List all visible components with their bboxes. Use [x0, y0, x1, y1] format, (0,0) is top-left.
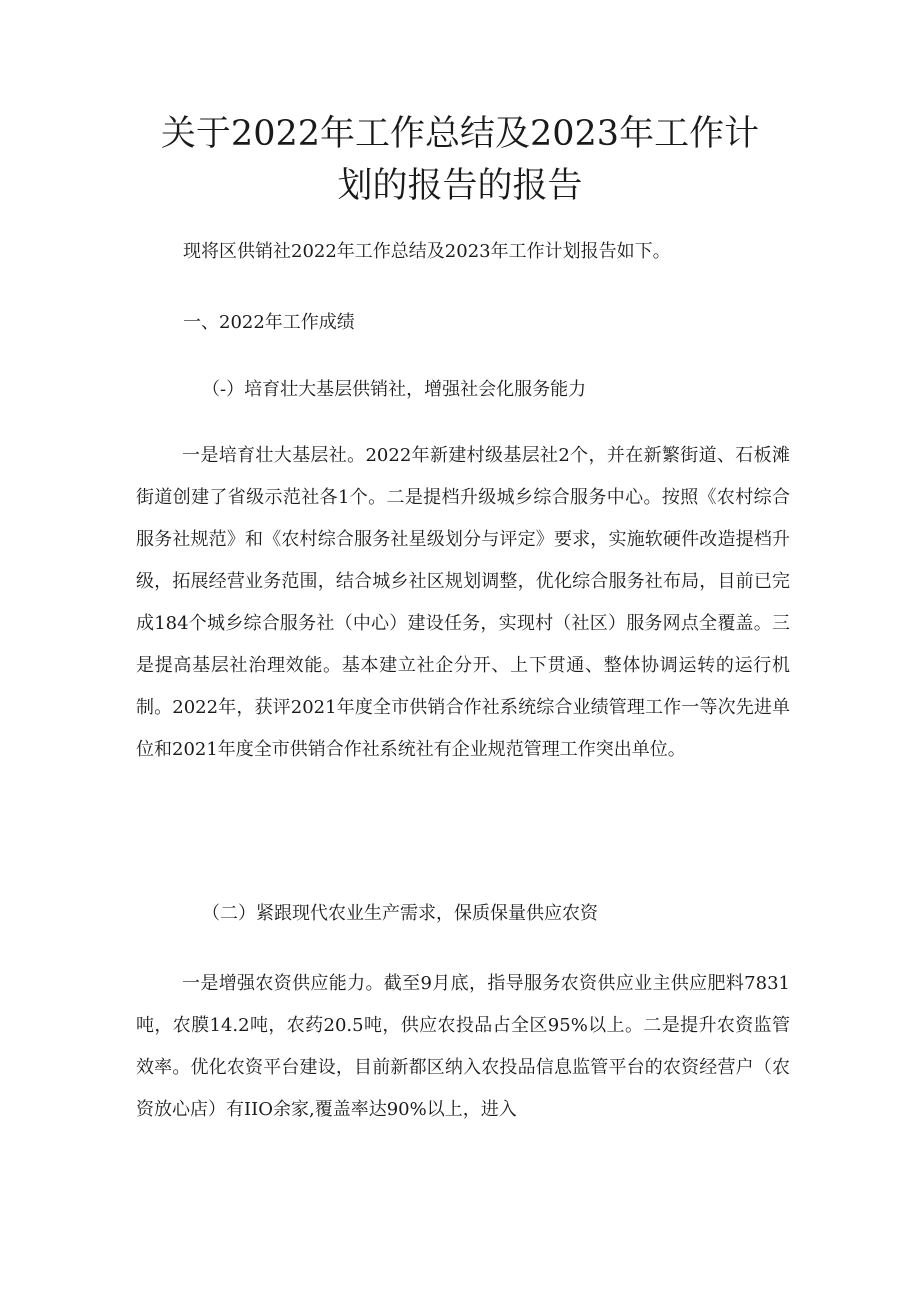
- subsection-heading-1: （-）培育壮大基层供销社，增强社会化服务能力: [202, 379, 587, 400]
- title-line-1: 关于2022年工作总结及2023年工作计: [160, 114, 760, 154]
- title-line-2: 划的报告的报告: [337, 166, 583, 206]
- intro-paragraph: 现将区供销社2022年工作总结及2023年工作计划报告如下。: [183, 241, 671, 262]
- document-title: [120, 108, 800, 212]
- body-paragraph-2: 一是增强农资供应能力。截至9月底，指导服务农资供应业主供应肥料7831吨，农膜14.2吨，农药20.5吨，供应农投品占全区95%以上。二是提升农资监管效率。优化农资平台建设，目前新都区纳入农投品信息监管平台的农资经营户（农资放心店）有IIO余家,覆盖率达90%以上，进入: [136, 973, 790, 1120]
- subsection-heading-2: （二）紧跟现代农业生产需求，保质保量供应农资: [202, 903, 598, 924]
- body-paragraph-1: 一是培育壮大基层社。2022年新建村级基层社2个，并在新繁街道、石板滩街道创建了省级示范社各1个。二是提档升级城乡综合服务中心。按照《农村综合服务社规范》和《农村综合服务社星级划分与评定》要求，实施软硬件改造提档升级，拓展经营业务范围，结合城乡社区规划调整，优化综合服务社布局，目前已完成184个城乡综合服务社（中心）建设任务，实现村（社区）服务网点全覆盖。三是提高基层社治理效能。基本建立社企分开、上下贯通、整体协调运转的运行机制。2022年，获评2021年度全市供销合作社系统综合业绩管理工作一等次先进单位和2021年度全市供销合作社系统社有企业规范管理工作突出单位。: [136, 445, 790, 760]
- section-heading-1: 一、2022年工作成绩: [183, 312, 355, 333]
